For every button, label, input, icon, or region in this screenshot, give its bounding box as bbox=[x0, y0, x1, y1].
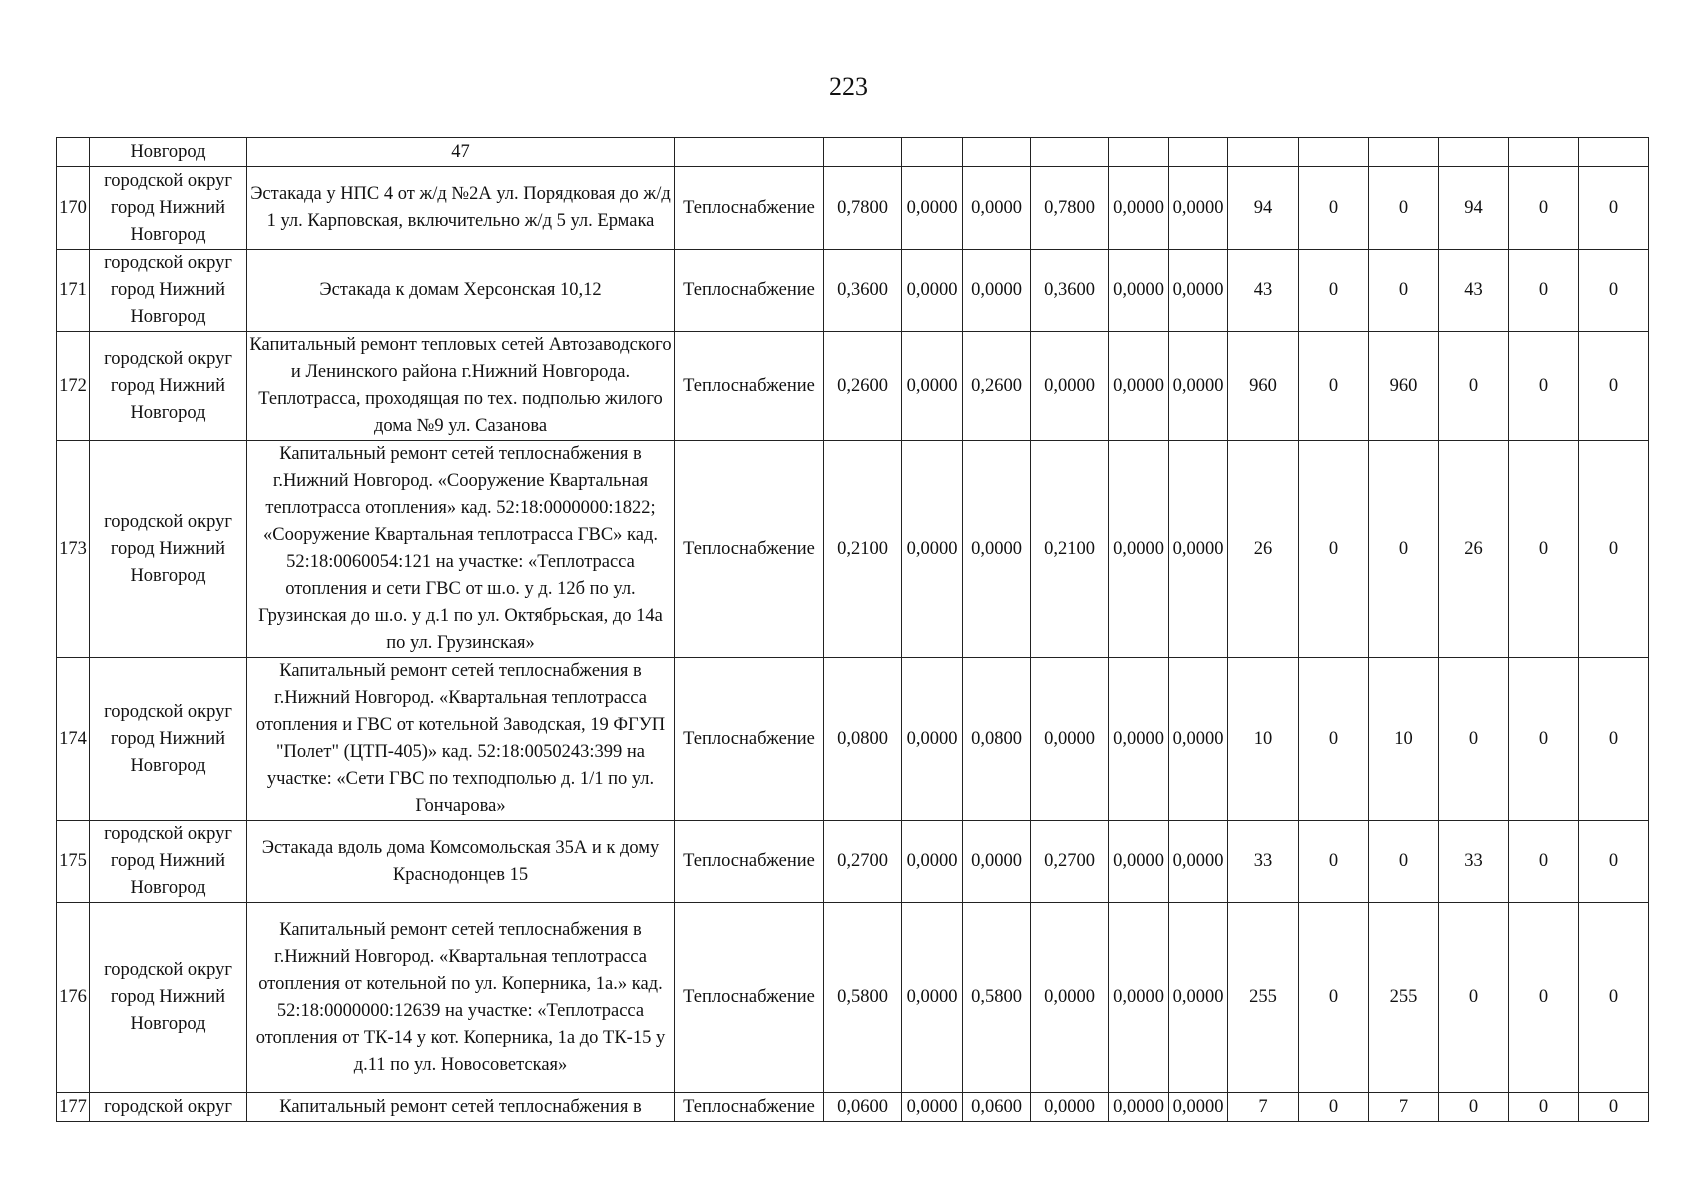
value-cell: 0,0000 bbox=[902, 903, 963, 1093]
value-cell: 0,7800 bbox=[1031, 167, 1109, 250]
row-number-cell: 177 bbox=[57, 1093, 90, 1122]
value-cell: 0,0000 bbox=[902, 658, 963, 821]
row-number-cell: 173 bbox=[57, 441, 90, 658]
description-cell: Эстакада к домам Херсонская 10,12 bbox=[247, 250, 675, 332]
value-cell: 0 bbox=[1369, 167, 1439, 250]
value-cell: 0 bbox=[1509, 1093, 1579, 1122]
value-cell: 0,0000 bbox=[1169, 903, 1228, 1093]
value-cell: 0,0000 bbox=[1109, 1093, 1169, 1122]
value-cell: 43 bbox=[1228, 250, 1299, 332]
value-cell: 0 bbox=[1369, 250, 1439, 332]
data-table bbox=[56, 137, 1649, 1122]
type-cell: Теплоснабжение bbox=[675, 1093, 824, 1122]
value-cell: 0,2700 bbox=[1031, 821, 1109, 903]
value-cell: 7 bbox=[1228, 1093, 1299, 1122]
municipality-cell: городской округ город Нижний Новгород bbox=[90, 250, 247, 332]
description-cell: Эстакада у НПС 4 от ж/д №2А ул. Порядковая до ж/д 1 ул. Карповская, включительно ж/д 5 ул. Ермака bbox=[247, 167, 675, 250]
value-cell: 0,2600 bbox=[963, 332, 1031, 441]
value-cell: 0,0000 bbox=[1169, 441, 1228, 658]
value-cell: 10 bbox=[1228, 658, 1299, 821]
value-cell: 0 bbox=[1299, 250, 1369, 332]
municipality-cell: городской округ город Нижний Новгород bbox=[90, 821, 247, 903]
value-cell: 0,0000 bbox=[1109, 658, 1169, 821]
type-cell: Теплоснабжение bbox=[675, 250, 824, 332]
table-row bbox=[57, 250, 1649, 332]
value-cell: 0,0000 bbox=[1169, 332, 1228, 441]
value-cell: 0 bbox=[1579, 1093, 1649, 1122]
value-cell: 0 bbox=[1579, 658, 1649, 821]
value-cell: 0 bbox=[1579, 821, 1649, 903]
description-cell: Капитальный ремонт сетей теплоснабжения в г.Нижний Новгород. «Сооружение Квартальная теплотрасса отопления» кад. 52:18:0000000:1822; «Сооружение Квартальная теплотрасса ГВС» кад. 52:18:0060054:121 на участке: «Теплотрасса отопления и сети ГВС от ш.о. у д. 12б по ул. Грузинская до ш.о. у д.1 по ул. Октябрьская, до 14а по ул. Грузинская» bbox=[247, 441, 675, 658]
value-cell: 0,0000 bbox=[1169, 167, 1228, 250]
value-cell: 0,5800 bbox=[824, 903, 902, 1093]
value-cell: 0 bbox=[1299, 332, 1369, 441]
value-cell: 0 bbox=[1579, 903, 1649, 1093]
value-cell: 0,2100 bbox=[824, 441, 902, 658]
value-cell: 0 bbox=[1509, 250, 1579, 332]
value-cell: 0,0000 bbox=[1109, 250, 1169, 332]
value-cell: 0,0000 bbox=[1031, 658, 1109, 821]
municipality-cell: Новгород bbox=[90, 138, 247, 167]
value-cell: 0,0000 bbox=[902, 821, 963, 903]
value-cell bbox=[1299, 138, 1369, 167]
value-cell: 255 bbox=[1228, 903, 1299, 1093]
municipality-cell: городской округ город Нижний Новгород bbox=[90, 903, 247, 1093]
type-cell bbox=[675, 138, 824, 167]
value-cell: 0 bbox=[1439, 332, 1509, 441]
value-cell: 10 bbox=[1369, 658, 1439, 821]
value-cell: 0,2600 bbox=[824, 332, 902, 441]
value-cell: 0,0000 bbox=[1109, 167, 1169, 250]
value-cell bbox=[1439, 138, 1509, 167]
value-cell bbox=[902, 138, 963, 167]
description-cell: Капитальный ремонт сетей теплоснабжения в г.Нижний Новгород. «Квартальная теплотрасса отопления и ГВС от котельной Заводская, 19 ФГУП "Полет" (ЦТП-405)» кад. 52:18:0050243:399 на участке: «Сети ГВС по техподполью д. 1/1 по ул. Гончарова» bbox=[247, 658, 675, 821]
value-cell: 0 bbox=[1439, 658, 1509, 821]
value-cell bbox=[963, 138, 1031, 167]
value-cell: 0 bbox=[1439, 1093, 1509, 1122]
value-cell: 0,2700 bbox=[824, 821, 902, 903]
value-cell: 0,0800 bbox=[963, 658, 1031, 821]
value-cell: 7 bbox=[1369, 1093, 1439, 1122]
page-number: 223 bbox=[829, 72, 868, 101]
value-cell: 0 bbox=[1299, 821, 1369, 903]
value-cell: 0 bbox=[1299, 658, 1369, 821]
row-number-cell: 176 bbox=[57, 903, 90, 1093]
description-cell: 47 bbox=[247, 138, 675, 167]
value-cell: 0 bbox=[1299, 903, 1369, 1093]
value-cell: 0,0000 bbox=[963, 821, 1031, 903]
value-cell: 0,3600 bbox=[1031, 250, 1109, 332]
value-cell: 0 bbox=[1509, 658, 1579, 821]
value-cell: 0,0000 bbox=[963, 441, 1031, 658]
municipality-cell: городской округ город Нижний Новгород bbox=[90, 658, 247, 821]
table-row bbox=[57, 441, 1649, 658]
value-cell: 0,7800 bbox=[824, 167, 902, 250]
table-row bbox=[57, 1093, 1649, 1122]
description-cell: Эстакада вдоль дома Комсомольская 35А и к дому Краснодонцев 15 bbox=[247, 821, 675, 903]
value-cell: 0 bbox=[1579, 167, 1649, 250]
value-cell bbox=[1369, 138, 1439, 167]
value-cell: 26 bbox=[1228, 441, 1299, 658]
value-cell: 0,0000 bbox=[1169, 1093, 1228, 1122]
value-cell: 960 bbox=[1228, 332, 1299, 441]
type-cell: Теплоснабжение bbox=[675, 658, 824, 821]
table-row bbox=[57, 658, 1649, 821]
value-cell: 0,0600 bbox=[963, 1093, 1031, 1122]
value-cell: 0 bbox=[1369, 441, 1439, 658]
value-cell bbox=[824, 138, 902, 167]
value-cell: 0,0000 bbox=[963, 167, 1031, 250]
description-cell: Капитальный ремонт тепловых сетей Автозаводского и Ленинского района г.Нижний Новгорода. Теплотрасса, проходящая по тех. подполью жилого дома №9 ул. Сазанова bbox=[247, 332, 675, 441]
value-cell bbox=[1228, 138, 1299, 167]
value-cell: 0 bbox=[1579, 332, 1649, 441]
value-cell: 255 bbox=[1369, 903, 1439, 1093]
value-cell bbox=[1109, 138, 1169, 167]
value-cell: 94 bbox=[1439, 167, 1509, 250]
table-row-continuation bbox=[57, 138, 1649, 167]
value-cell: 0,0000 bbox=[1031, 1093, 1109, 1122]
row-number-cell: 172 bbox=[57, 332, 90, 441]
row-number-cell: 174 bbox=[57, 658, 90, 821]
table-body bbox=[57, 138, 1649, 1122]
value-cell: 0,0000 bbox=[1109, 441, 1169, 658]
value-cell: 0,0000 bbox=[1031, 903, 1109, 1093]
value-cell: 33 bbox=[1439, 821, 1509, 903]
value-cell: 0 bbox=[1509, 903, 1579, 1093]
value-cell: 33 bbox=[1228, 821, 1299, 903]
type-cell: Теплоснабжение bbox=[675, 332, 824, 441]
value-cell: 94 bbox=[1228, 167, 1299, 250]
type-cell: Теплоснабжение bbox=[675, 821, 824, 903]
value-cell bbox=[1509, 138, 1579, 167]
row-number-cell: 170 bbox=[57, 167, 90, 250]
value-cell: 0 bbox=[1299, 441, 1369, 658]
value-cell: 0,5800 bbox=[963, 903, 1031, 1093]
table-row bbox=[57, 821, 1649, 903]
value-cell: 0,0000 bbox=[1031, 332, 1109, 441]
value-cell: 0,0000 bbox=[902, 332, 963, 441]
type-cell: Теплоснабжение bbox=[675, 441, 824, 658]
value-cell: 43 bbox=[1439, 250, 1509, 332]
value-cell: 0,0000 bbox=[1109, 821, 1169, 903]
table-row bbox=[57, 167, 1649, 250]
value-cell: 0,0000 bbox=[963, 250, 1031, 332]
table-row bbox=[57, 332, 1649, 441]
value-cell: 0 bbox=[1509, 332, 1579, 441]
value-cell: 0,0000 bbox=[1109, 903, 1169, 1093]
value-cell: 0,3600 bbox=[824, 250, 902, 332]
type-cell: Теплоснабжение bbox=[675, 903, 824, 1093]
value-cell: 26 bbox=[1439, 441, 1509, 658]
value-cell: 0,0000 bbox=[1169, 821, 1228, 903]
value-cell: 0,0600 bbox=[824, 1093, 902, 1122]
municipality-cell: городской округ город Нижний Новгород bbox=[90, 167, 247, 250]
value-cell: 0 bbox=[1299, 167, 1369, 250]
value-cell: 0,0800 bbox=[824, 658, 902, 821]
value-cell: 0 bbox=[1369, 821, 1439, 903]
value-cell: 0 bbox=[1509, 441, 1579, 658]
value-cell bbox=[1031, 138, 1109, 167]
table-row bbox=[57, 903, 1649, 1093]
value-cell: 0 bbox=[1509, 167, 1579, 250]
value-cell: 960 bbox=[1369, 332, 1439, 441]
value-cell: 0,0000 bbox=[902, 1093, 963, 1122]
value-cell: 0,0000 bbox=[902, 167, 963, 250]
value-cell: 0,0000 bbox=[902, 250, 963, 332]
value-cell: 0 bbox=[1579, 441, 1649, 658]
value-cell: 0 bbox=[1509, 821, 1579, 903]
value-cell: 0 bbox=[1579, 250, 1649, 332]
description-cell: Капитальный ремонт сетей теплоснабжения в г.Нижний Новгород. «Квартальная теплотрасса отопления от котельной по ул. Коперника, 1а.» кад. 52:18:0000000:12639 на участке: «Теплотрасса отопления от ТК-14 у кот. Коперника, 1а до ТК-15 у д.11 по ул. Новосоветская» bbox=[247, 903, 675, 1093]
value-cell: 0,0000 bbox=[1169, 250, 1228, 332]
type-cell: Теплоснабжение bbox=[675, 167, 824, 250]
value-cell: 0 bbox=[1299, 1093, 1369, 1122]
row-number-cell bbox=[57, 138, 90, 167]
value-cell bbox=[1579, 138, 1649, 167]
row-number-cell: 171 bbox=[57, 250, 90, 332]
value-cell: 0,2100 bbox=[1031, 441, 1109, 658]
municipality-cell: городской округ bbox=[90, 1093, 247, 1122]
value-cell: 0,0000 bbox=[1109, 332, 1169, 441]
value-cell: 0,0000 bbox=[1169, 658, 1228, 821]
value-cell: 0 bbox=[1439, 903, 1509, 1093]
municipality-cell: городской округ город Нижний Новгород bbox=[90, 332, 247, 441]
description-cell: Капитальный ремонт сетей теплоснабжения в bbox=[247, 1093, 675, 1122]
municipality-cell: городской округ город Нижний Новгород bbox=[90, 441, 247, 658]
value-cell bbox=[1169, 138, 1228, 167]
value-cell: 0,0000 bbox=[902, 441, 963, 658]
row-number-cell: 175 bbox=[57, 821, 90, 903]
